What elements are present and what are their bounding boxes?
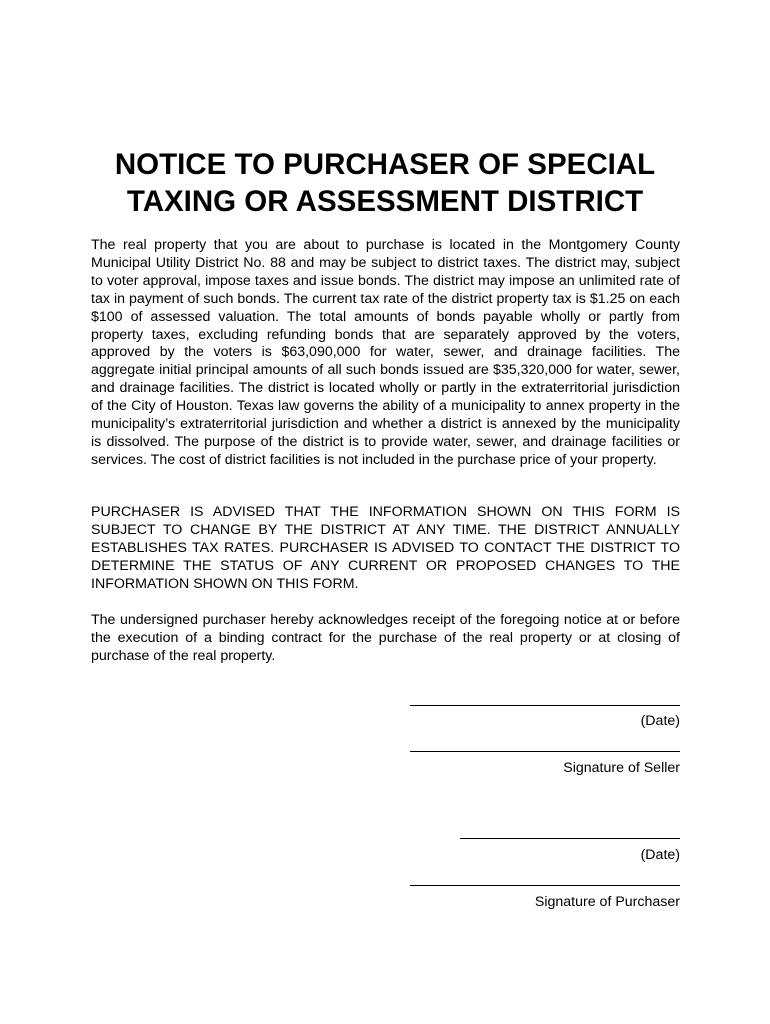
seller-signature-line[interactable] — [410, 751, 680, 752]
seller-signature-label: Signature of Seller — [563, 760, 680, 776]
district-notice-paragraph: The real property that you are about to purchase is located in the Montgomery County Municipal Utility District No. 88 and may be subject to district taxes. The district may, subject to voter approval, impose taxes and issue bonds. The district may impose an unlimited rate of tax in payment of such bonds. The current tax rate of the district property tax is $1.25 on each $100 of assessed valuation. The total amounts of bonds payable wholly or partly from property taxes, excluding refunding bonds that are separately approved by the voters, approved by the voters is $63,090,000 for water, sewer, and drainage facilities. The aggregate initial principal amounts of all such bonds issued are $35,320,000 for water, sewer, and drainage facilities. The district is located wholly or partly in the extraterritorial jurisdiction of the City of Houston. Texas law governs the ability of a municipality to annex property in the municipality’s extraterritorial jurisdiction and whether a district is annexed by the municipality is dissolved. The purpose of the district is to provide water, sewer, and drainage facilities or services. The cost of district facilities is not included in the purchase price of your property. — [91, 237, 680, 468]
document-title-line-1: NOTICE TO PURCHASER OF SPECIAL — [114, 148, 656, 181]
document-title-line-2: TAXING OR ASSESSMENT DISTRICT — [126, 185, 644, 218]
purchaser-date-line[interactable] — [460, 838, 680, 839]
acknowledgement-paragraph: The undersigned purchaser hereby acknowledges receipt of the foregoing notice at or before the execution of a binding contract for the purchase of the real property or at closing of purchase of the real property. — [91, 612, 680, 664]
seller-date-line[interactable] — [410, 705, 680, 706]
seller-date-label: (Date) — [640, 713, 680, 729]
purchaser-signature-line[interactable] — [410, 885, 680, 886]
purchaser-date-label: (Date) — [640, 847, 680, 863]
purchaser-signature-label: Signature of Purchaser — [534, 894, 680, 910]
purchaser-advisory-paragraph: PURCHASER IS ADVISED THAT THE INFORMATION SHOWN ON THIS FORM IS SUBJECT TO CHANGE BY THE DISTRICT AT ANY TIME. THE DISTRICT ANNUALLY ESTABLISHES TAX RATES. PURCHASER IS ADVISED TO CONTACT THE DISTRICT TO DETERMINE THE STATUS OF ANY CURRENT OR PROPOSED CHANGES TO THE INFORMATION SHOWN ON THIS FORM. — [91, 504, 680, 592]
